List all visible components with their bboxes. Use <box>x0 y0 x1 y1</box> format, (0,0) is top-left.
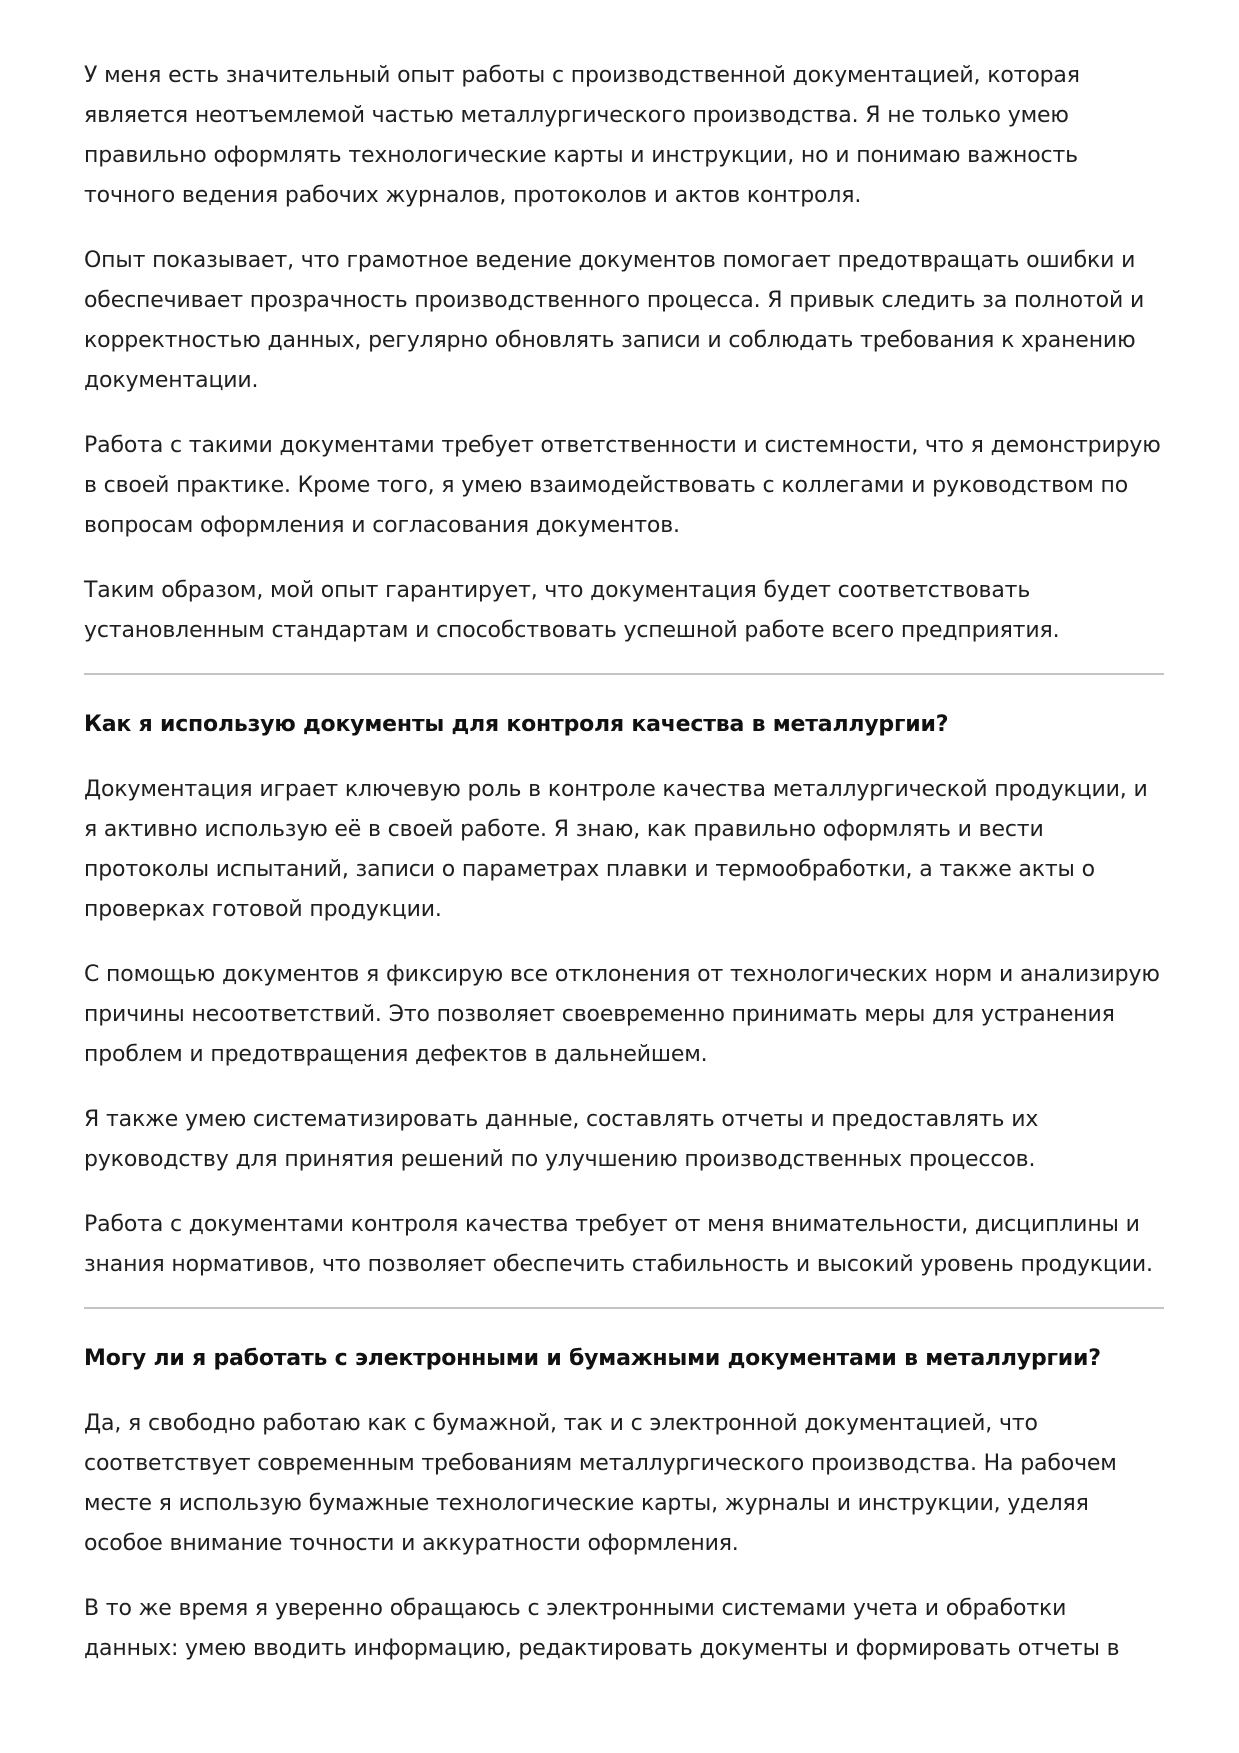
section-1-paragraph-3: Я также умею систематизировать данные, составлять отчеты и предоставлять их руководству для принятия решений по улучшению производственных процессов. <box>84 1107 1039 1172</box>
section-divider-2 <box>84 1307 1164 1309</box>
section-1-question: Как я использую документы для контроля качества в металлургии? <box>84 712 949 737</box>
section-1-paragraph-1: Документация играет ключевую роль в контроле качества металлургической продукции, и я активно использую её в своей работе. Я знаю, как правильно оформлять и вести протоколы испытаний, записи о параметрах плавки и термообработки, а также акты о проверках готовой продукции. <box>84 777 1148 922</box>
section-2-paragraph-1: Да, я свободно работаю как с бумажной, так и с электронной документацией, что соответствует современным требованиям металлургического производства. На рабочем месте я использую бумажные технологические карты, журналы и инструкции, уделяя особое внимание точности и аккуратности оформления. <box>84 1411 1117 1556</box>
intro-paragraph-1: У меня есть значительный опыт работы с производственной документацией, которая является неотъемлемой частью металлургического производства. Я не только умею правильно оформлять технологические карты и инструкции, но и понимаю важность точного ведения рабочих журналов, протоколов и актов контроля. <box>84 63 1080 208</box>
section-1-paragraph-4: Работа с документами контроля качества требует от меня внимательности, дисциплины и знания нормативов, что позволяет обеспечить стабильность и высокий уровень продукции. <box>84 1212 1153 1277</box>
intro-paragraph-2: Опыт показывает, что грамотное ведение документов помогает предотвращать ошибки и обеспечивает прозрачность производственного процесса. Я привык следить за полнотой и корректностью данных, регулярно обновлять записи и соблюдать требования к хранению документации. <box>84 248 1145 393</box>
section-divider-1 <box>84 673 1164 675</box>
section-1-paragraph-2: С помощью документов я фиксирую все отклонения от технологических норм и анализирую причины несоответствий. Это позволяет своевременно принимать меры для устранения проблем и предотвращения дефектов в дальнейшем. <box>84 962 1160 1067</box>
section-2-question: Могу ли я работать с электронными и бумажными документами в металлургии? <box>84 1346 1101 1371</box>
intro-paragraph-4: Таким образом, мой опыт гарантирует, что документация будет соответствовать установленным стандартам и способствовать успешной работе всего предприятия. <box>84 578 1060 643</box>
document-page <box>84 56 1164 1669</box>
intro-paragraph-3: Работа с такими документами требует ответственности и системности, что я демонстрирую в своей практике. Кроме того, я умею взаимодействовать с коллегами и руководством по вопросам оформления и согласования документов. <box>84 433 1161 538</box>
section-2-paragraph-2: В то же время я уверенно обращаюсь с электронными системами учета и обработки данных: умею вводить информацию, редактировать документы и формировать отчеты в <box>84 1596 1120 1661</box>
